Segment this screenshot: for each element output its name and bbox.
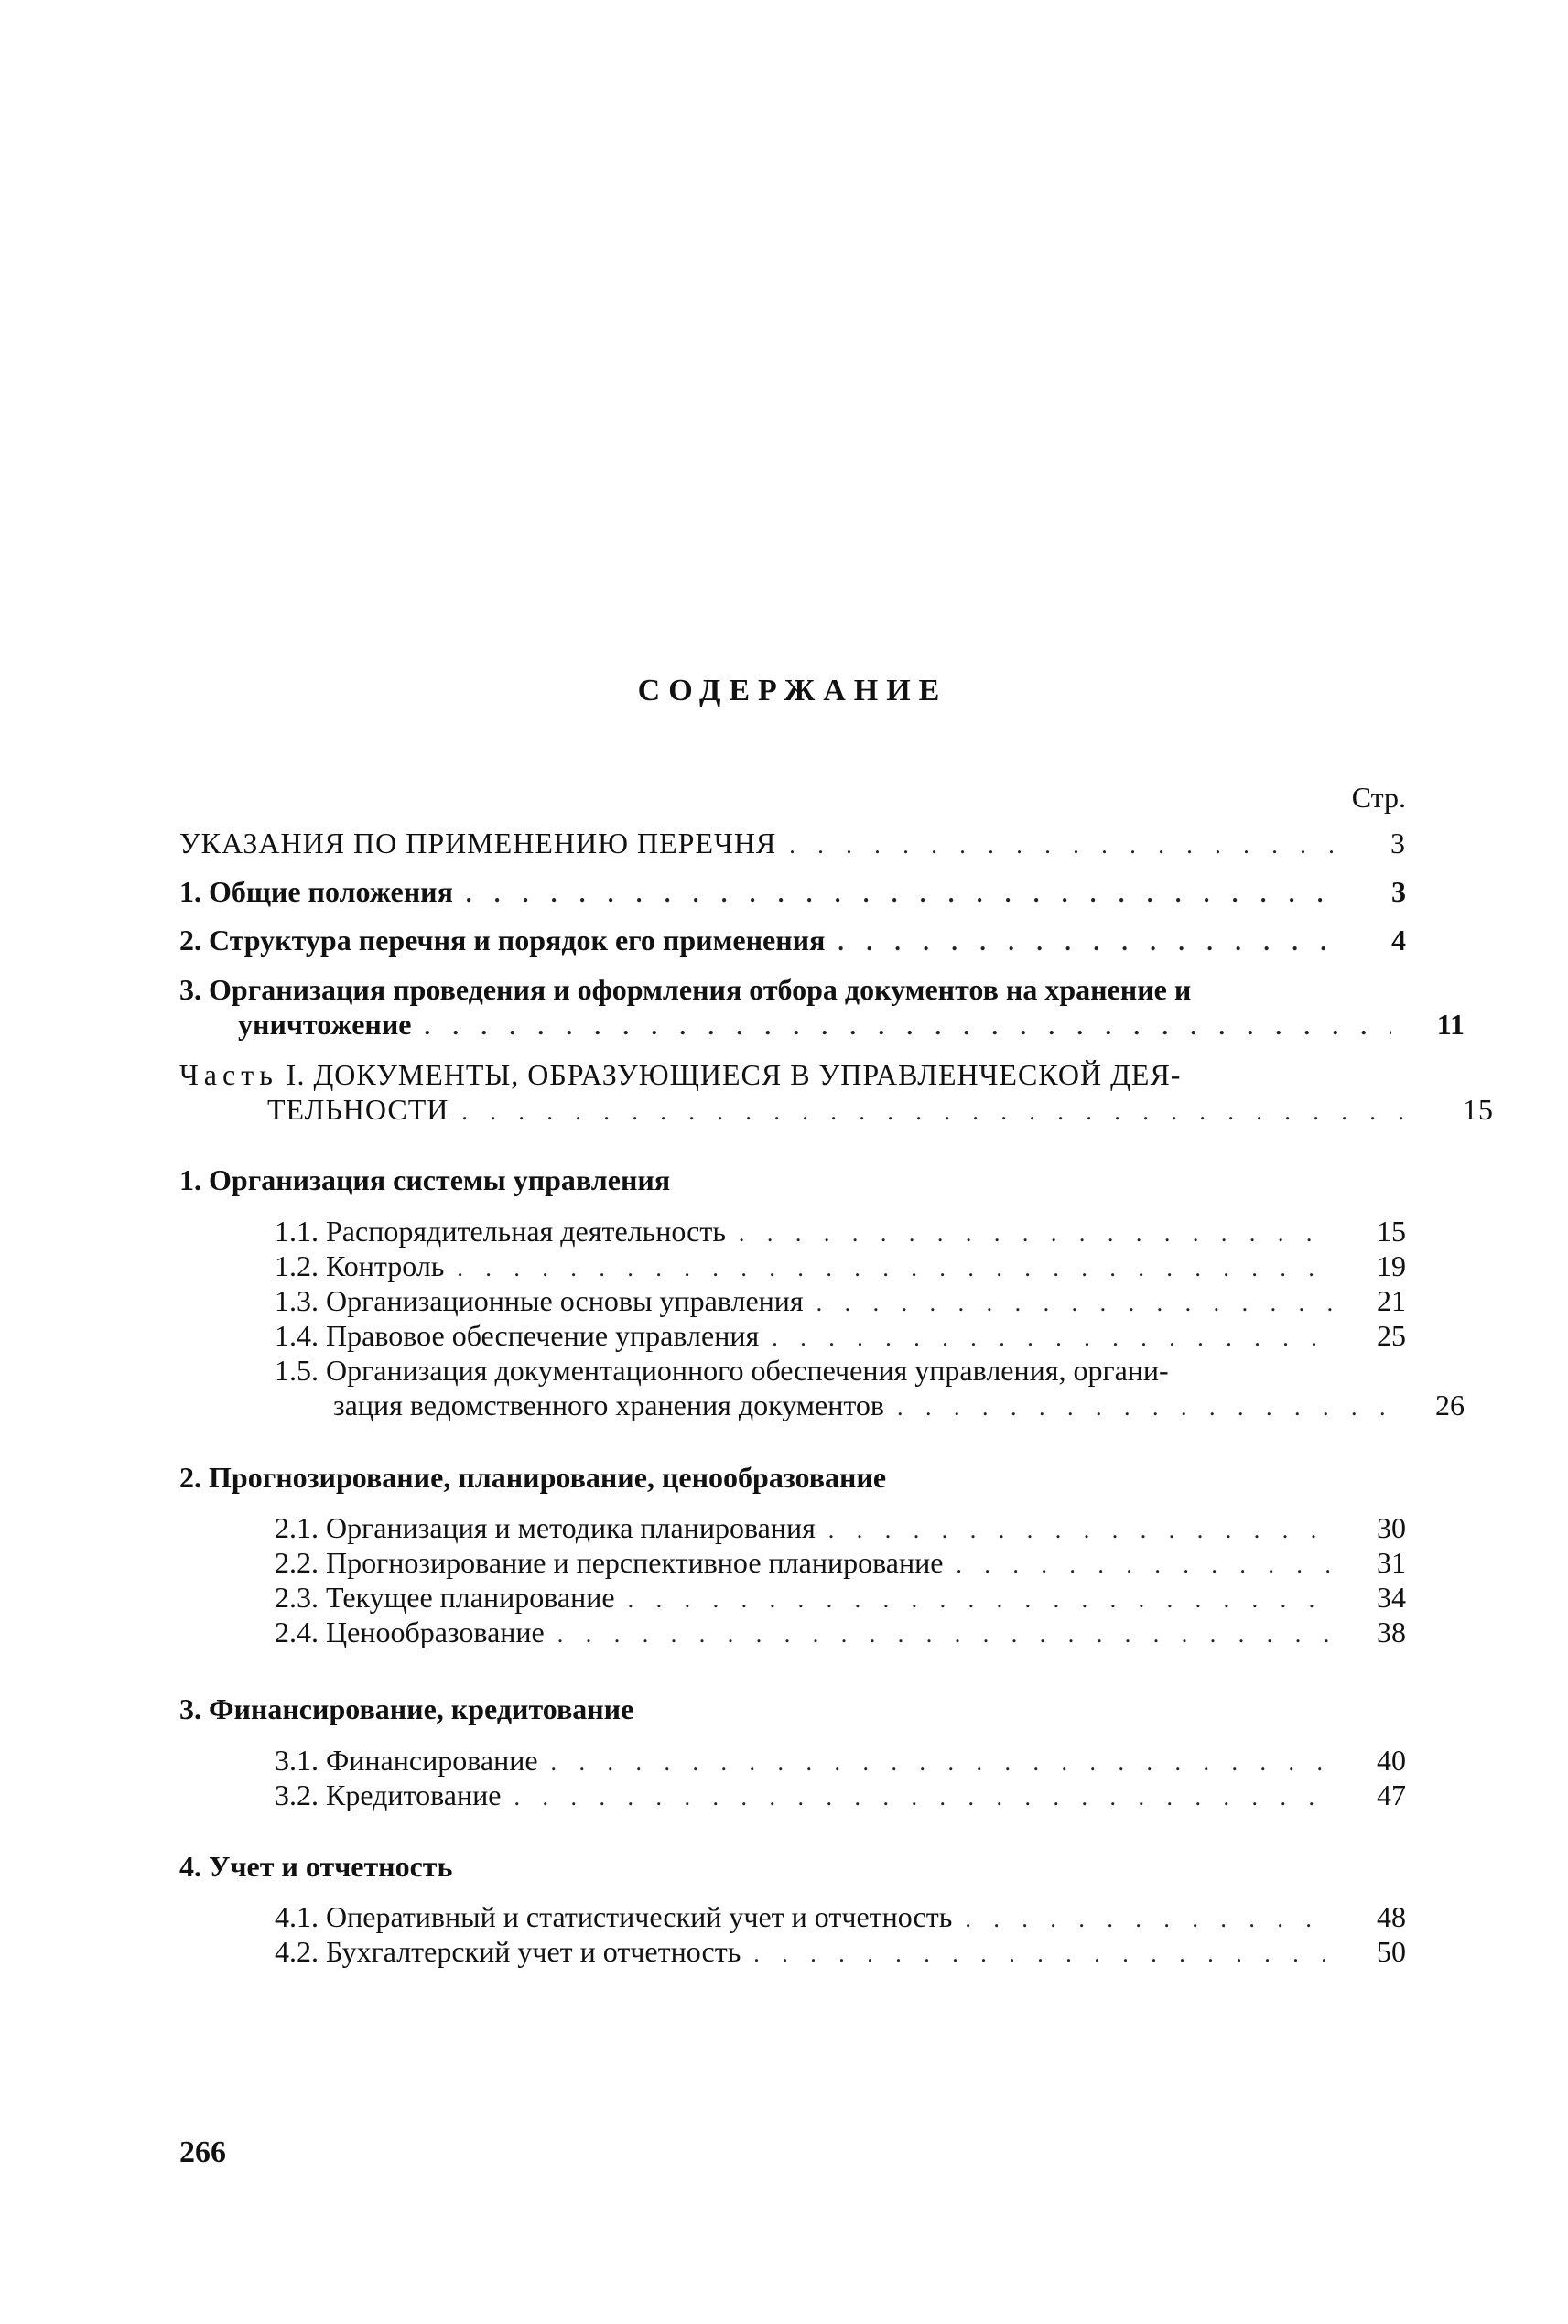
toc-entry-part-one [179,1057,1494,1130]
section-heading: 4. Учет и отчетность [179,1850,453,1883]
leader-dots [514,1780,1333,1815]
leader-dots [557,1617,1333,1652]
toc-entry-text: 2.1. Организация и методика планирования [275,1511,816,1544]
toc-entry-text: 1.4. Правовое обеспечение управления [275,1319,760,1352]
leader-dots [551,1746,1333,1780]
section-heading: 1. Организация системы управления [179,1163,671,1196]
toc-entry-page: 11 [1436,1008,1465,1041]
leader-dots [828,1513,1333,1548]
toc-entry-page: 31 [1377,1546,1406,1579]
toc-entry-text: 2. Структура перечня и порядок его применения [179,924,826,957]
toc-entry-page: 38 [1377,1616,1406,1648]
section-heading: 2. Прогнозирование, планирование, ценообразование [179,1461,887,1494]
part-prefix: Часть [179,1058,278,1091]
section-heading: 3. Финансирование, кредитование [179,1692,634,1725]
toc-entry-text: 2.4. Ценообразование [275,1616,545,1648]
toc-entry-page: 40 [1377,1744,1406,1777]
toc-subentry [275,1615,1406,1652]
leader-dots [739,1216,1333,1251]
toc-entry-text: 2.3. Текущее планирование [275,1581,615,1614]
toc-subentry [275,1545,1406,1583]
toc-subentry [275,1899,1406,1937]
toc-entry-text: 1. Общие положения [179,875,453,908]
toc-entry-structure [179,923,1406,960]
leader-dots [753,1937,1333,1972]
toc-entry-page: 3 [1390,827,1406,859]
leader-dots [897,1390,1391,1425]
leader-dots [838,925,1333,960]
toc-entry-text-line2: уничтожение [238,1008,412,1041]
toc-subentry [275,1580,1406,1617]
toc-entry-text: 1.3. Организационные основы управления [275,1284,804,1317]
toc-entry-text-line1: 1.5. Организация документационного обеспечения управления, органи- [275,1354,1169,1387]
toc-entry-text: 4.1. Оперативный и статистический учет и отчетность [275,1900,953,1933]
toc-entry-text: 3.1. Финансирование [275,1744,538,1777]
toc-entry-page: 21 [1377,1284,1406,1317]
toc-subentry [275,1743,1406,1780]
toc-entry-page: 48 [1377,1900,1406,1933]
toc-entry-text-line1: 3. Организация проведения и оформления отбора документов на хранение и [179,973,1192,1006]
toc-entry-text: УКАЗАНИЯ ПО ПРИМЕНЕНИЮ ПЕРЕЧНЯ [179,827,777,859]
toc-entry-text: 2.2. Прогнозирование и перспективное планирование [275,1546,944,1579]
leader-dots [457,1251,1333,1286]
leader-dots [816,1286,1333,1321]
toc-entry-text-line1: I. ДОКУМЕНТЫ, ОБРАЗУЮЩИЕСЯ В УПРАВЛЕНЧЕСКОЙ ДЕЯ- [277,1058,1182,1091]
toc-subentry [275,1214,1406,1251]
toc-entry-instructions [179,826,1406,863]
toc-entry-text: 1.1. Распорядительная деятельность [275,1215,726,1248]
toc-subentry [275,1353,1465,1425]
toc-entry-text-line2: зация ведомственного хранения документов [333,1389,885,1421]
toc-subentry [275,1934,1406,1972]
leader-dots [772,1321,1333,1356]
leader-dots [956,1548,1333,1583]
toc-entry-general [179,874,1406,912]
toc-entry-page: 15 [1463,1093,1494,1126]
toc-entry-page: 26 [1435,1389,1465,1421]
toc-subentry [275,1778,1406,1815]
page-title: СОДЕРЖАНИЕ [637,674,948,708]
page-column-label: Стр. [1351,781,1406,814]
toc-entry-organization [179,972,1465,1044]
toc-subentry [275,1283,1406,1321]
leader-dots [424,1010,1391,1044]
leader-dots [466,877,1333,912]
toc-entry-text: 4.2. Бухгалтерский учет и отчетность [275,1935,741,1968]
toc-entry-page: 25 [1377,1319,1406,1352]
toc-entry-page: 15 [1377,1215,1406,1248]
leader-dots [965,1902,1333,1937]
toc-entry-page: 30 [1377,1511,1406,1544]
toc-subentry [275,1318,1406,1356]
leader-dots [628,1583,1333,1617]
toc-subentry [275,1510,1406,1548]
toc-entry-text-line2: ТЕЛЬНОСТИ [267,1093,449,1126]
leader-dots [789,828,1333,863]
toc-entry-text: 3.2. Кредитование [275,1778,502,1811]
page-number: 266 [179,2135,226,2169]
toc-entry-page: 34 [1377,1581,1406,1614]
toc-entry-text: 1.2. Контроль [275,1249,445,1282]
leader-dots [461,1095,1421,1130]
toc-entry-page: 4 [1391,924,1406,957]
toc-entry-page: 50 [1377,1935,1406,1968]
toc-subentry [275,1248,1406,1286]
toc-entry-page: 47 [1377,1778,1406,1811]
toc-entry-page: 19 [1377,1249,1406,1282]
toc-entry-page: 3 [1391,875,1406,908]
